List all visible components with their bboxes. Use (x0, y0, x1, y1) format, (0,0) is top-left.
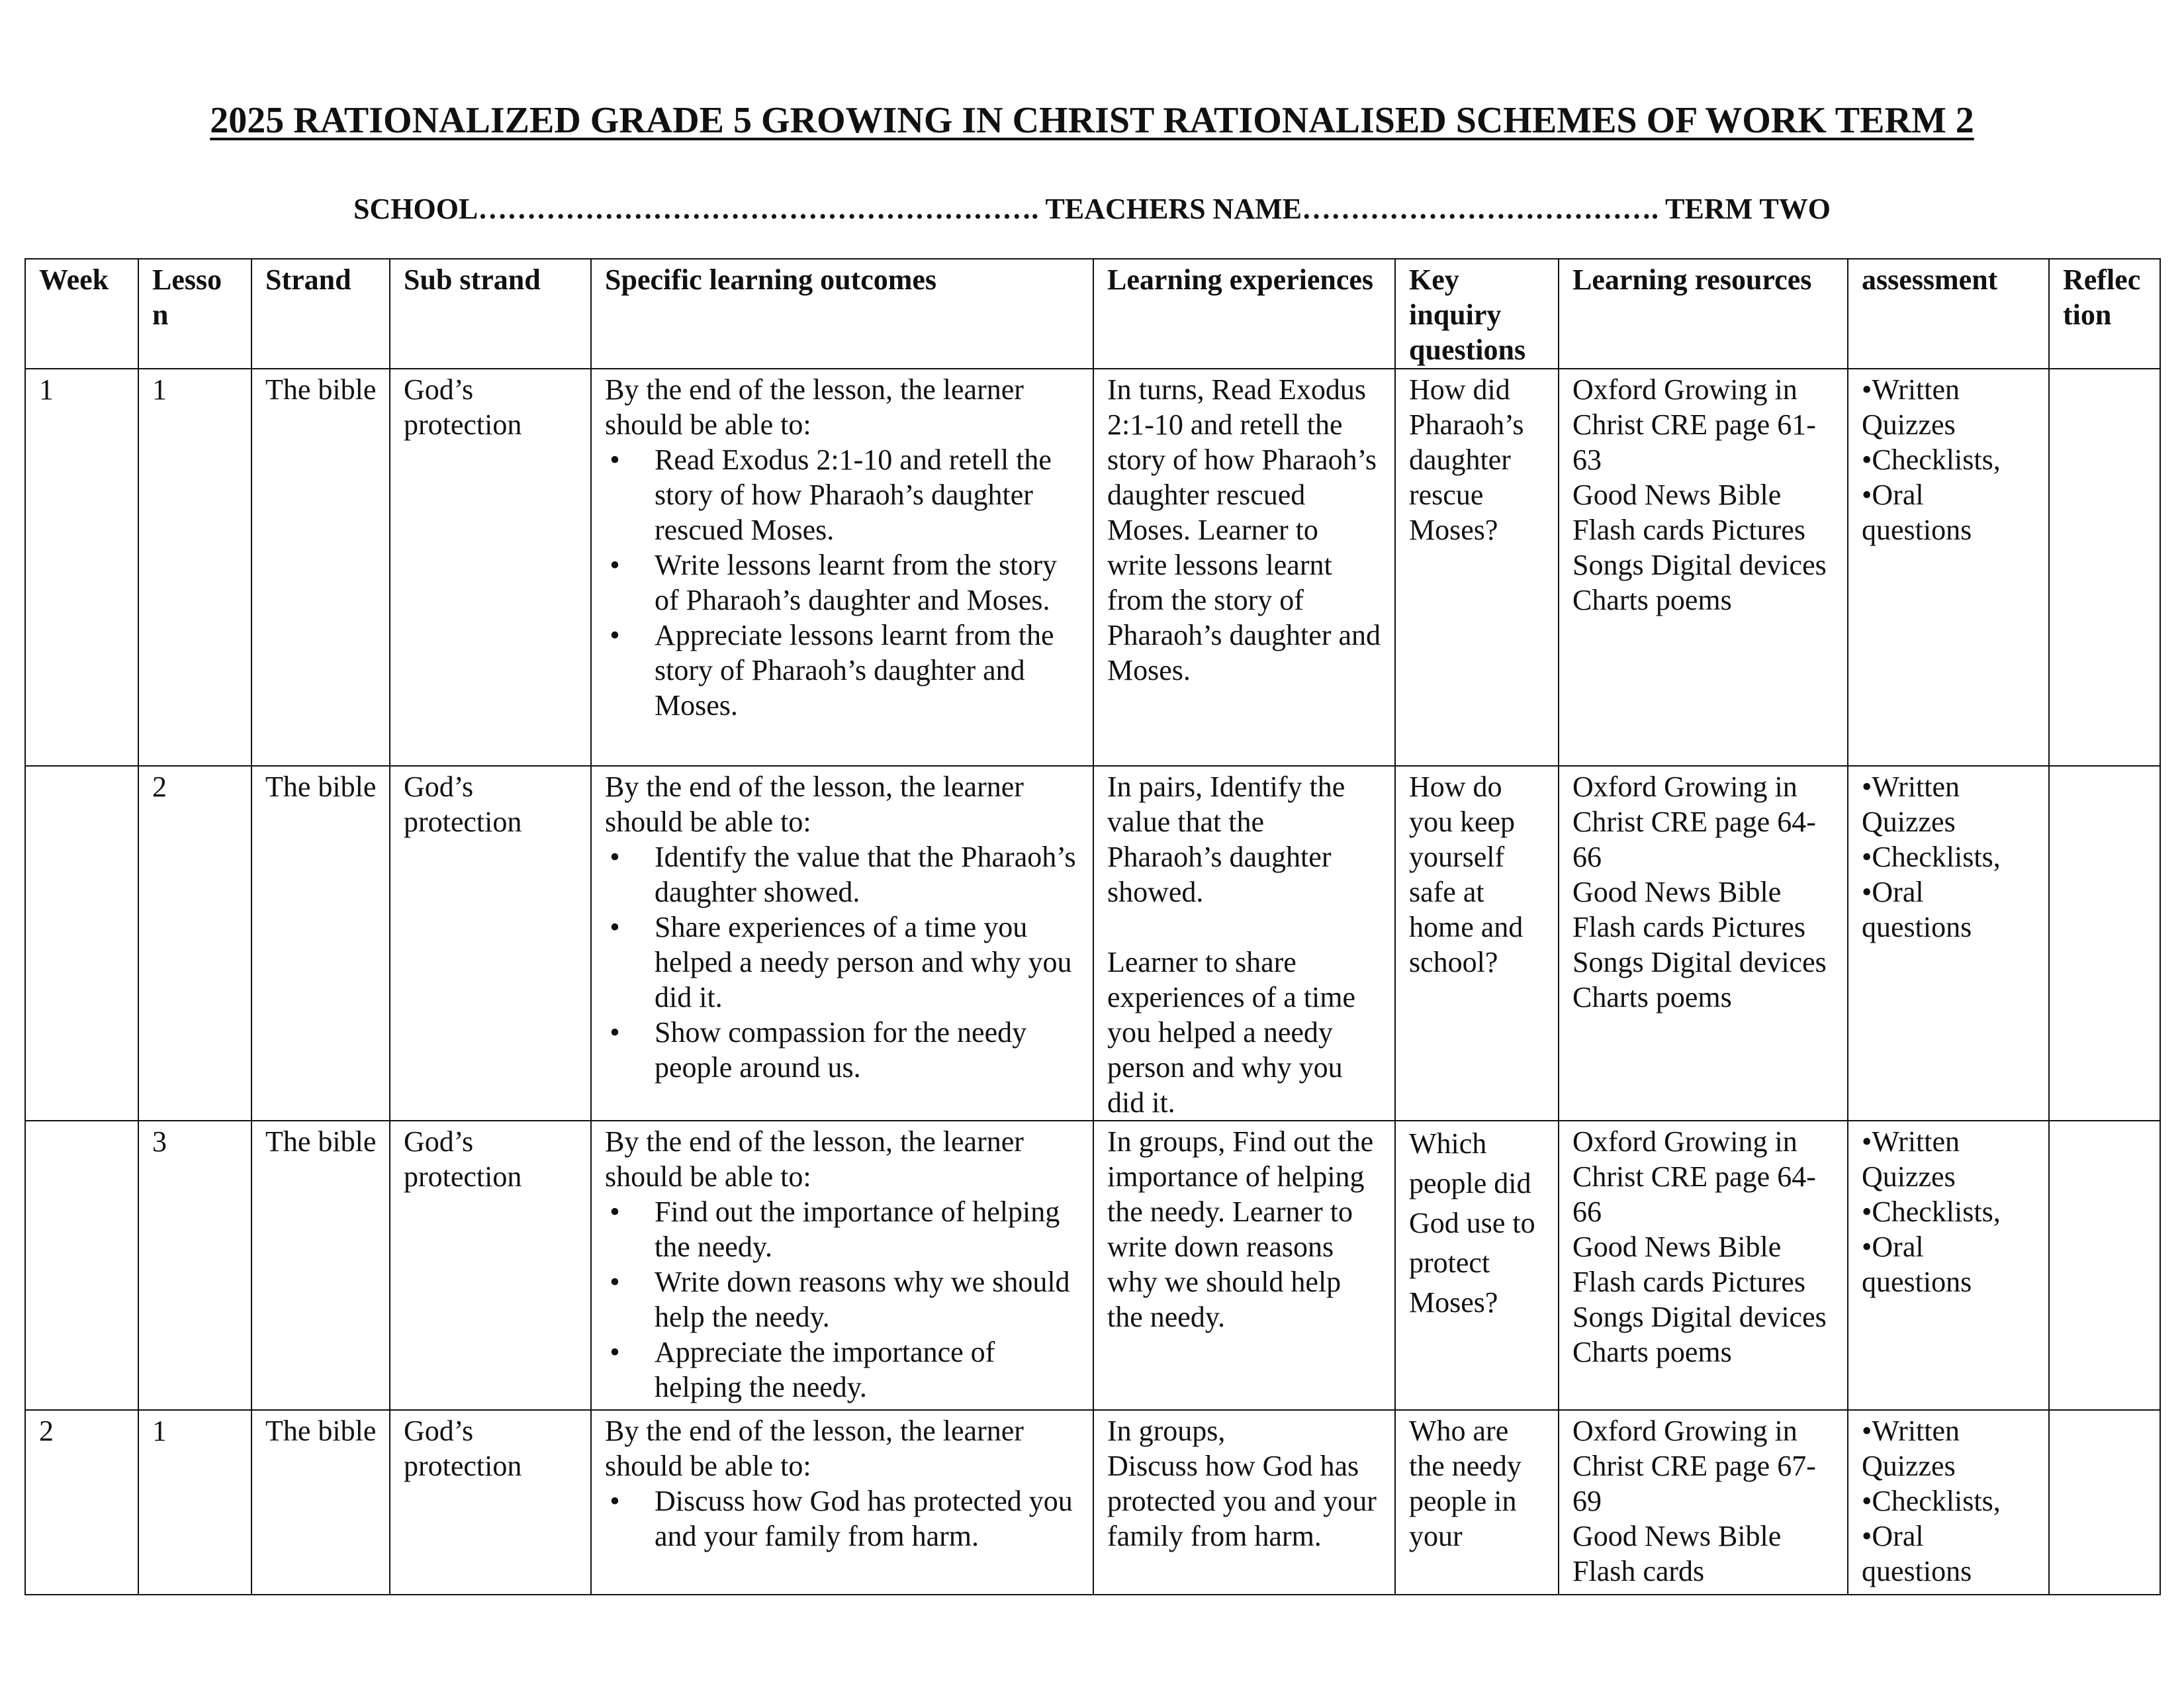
outcomes-intro: By the end of the lesson, the learner should be able to: (605, 373, 1024, 441)
strand-cell: The bible (251, 1410, 390, 1595)
lesson-cell: 3 (138, 1121, 251, 1410)
reflection-cell (2049, 1121, 2160, 1410)
strand-cell: The bible (251, 766, 390, 1121)
experiences-cell: In pairs, Identify the value that the Pharaoh’s daughter showed. Learner to share experiences of a time you helped a needy person and why you did it. (1093, 766, 1395, 1121)
outcomes-cell (591, 1410, 1093, 1595)
outcomes-cell (591, 766, 1093, 1121)
table-row (25, 766, 2160, 1121)
list-item: • Appreciate lessons learnt from the story of Pharaoh’s daughter and Moses. (655, 618, 1081, 723)
header-assessment: assessment (1848, 259, 2049, 369)
list-item: • Write lessons learnt from the story of Pharaoh’s daughter and Moses. (655, 547, 1081, 618)
bullet-icon: • (610, 619, 620, 651)
header-sub-strand: Sub strand (390, 259, 591, 369)
lesson-cell: 2 (138, 766, 251, 1121)
sub-strand-cell: God’s protection (390, 369, 591, 766)
page-title: 2025 RATIONALIZED GRADE 5 GROWING IN CHRIST RATIONALISED SCHEMES OF WORK TERM 2 (210, 100, 1974, 141)
outcomes-intro: By the end of the lesson, the learner should be able to: (605, 1125, 1024, 1193)
experiences-cell: In groups, Discuss how God has protected you and your family from harm. (1093, 1410, 1395, 1595)
bullet-icon: • (610, 911, 620, 943)
bullet-icon: • (610, 1196, 620, 1228)
resources-cell: Oxford Growing in Christ CRE page 61-63 Good News Bible Flash cards Pictures Songs Digital devices Charts poems (1559, 369, 1848, 766)
bullet-icon: • (610, 841, 620, 873)
bullet-icon: • (610, 1336, 620, 1368)
experiences-cell: In turns, Read Exodus 2:1-10 and retell the story of how Pharaoh’s daughter rescued Moses. Learner to write lessons learnt from the story of Pharaoh’s daughter and Moses. (1093, 369, 1395, 766)
bullet-icon: • (610, 1016, 620, 1049)
sub-strand-cell: God’s protection (390, 766, 591, 1121)
header-reflection: Reflec tion (2049, 259, 2160, 369)
list-item: • Read Exodus 2:1-10 and retell the story of how Pharaoh’s daughter rescued Moses. (655, 442, 1081, 547)
header-lesson: Lesso n (138, 259, 251, 369)
list-item: • Identify the value that the Pharaoh’s daughter showed. (655, 839, 1081, 910)
inquiry-cell: How did Pharaoh’s daughter rescue Moses? (1395, 369, 1559, 766)
table-row (25, 1121, 2160, 1410)
header-strand: Strand (251, 259, 390, 369)
outcomes-intro: By the end of the lesson, the learner should be able to: (605, 1415, 1024, 1482)
assessment-cell: •Written Quizzes •Checklists, •Oral questions (1848, 766, 2049, 1121)
list-item: • Write down reasons why we should help the needy. (655, 1264, 1081, 1335)
outcomes-list (605, 1194, 1081, 1405)
header-outcomes: Specific learning outcomes (591, 259, 1093, 369)
sub-strand-cell: God’s protection (390, 1410, 591, 1595)
bullet-icon: • (610, 549, 620, 581)
assessment-cell: •Written Quizzes •Checklists, •Oral questions (1848, 369, 2049, 766)
list-item: • Appreciate the importance of helping the needy. (655, 1335, 1081, 1405)
outcomes-intro: By the end of the lesson, the learner should be able to: (605, 771, 1024, 838)
inquiry-cell: How do you keep yourself safe at home and school? (1395, 766, 1559, 1121)
resources-cell: Oxford Growing in Christ CRE page 64-66 Good News Bible Flash cards Pictures Songs Digital devices Charts poems (1559, 766, 1848, 1121)
lesson-cell: 1 (138, 1410, 251, 1595)
reflection-cell (2049, 369, 2160, 766)
outcomes-list (605, 1483, 1081, 1554)
week-cell: 2 (25, 1410, 138, 1595)
strand-cell: The bible (251, 1121, 390, 1410)
outcomes-cell (591, 369, 1093, 766)
inquiry-cell: Who are the needy people in your (1395, 1410, 1559, 1595)
table-header-row (25, 259, 2160, 369)
experiences-cell: In groups, Find out the importance of helping the needy. Learner to write down reasons why we should help the needy. (1093, 1121, 1395, 1410)
assessment-cell: •Written Quizzes •Checklists, •Oral questions (1848, 1410, 2049, 1595)
inquiry-cell: Which people did God use to protect Moses? (1395, 1121, 1559, 1410)
list-item: • Find out the importance of helping the needy. (655, 1194, 1081, 1264)
reflection-cell (2049, 1410, 2160, 1595)
assessment-cell: •Written Quizzes •Checklists, •Oral questions (1848, 1121, 2049, 1410)
week-cell (25, 1121, 138, 1410)
list-item: • Discuss how God has protected you and your family from harm. (655, 1483, 1081, 1554)
outcomes-list (605, 442, 1081, 723)
header-experiences: Learning experiences (1093, 259, 1395, 369)
outcomes-list (605, 839, 1081, 1085)
reflection-cell (2049, 766, 2160, 1121)
list-item: • Share experiences of a time you helped a needy person and why you did it. (655, 910, 1081, 1015)
week-cell (25, 766, 138, 1121)
header-inquiry: Key inquiry questions (1395, 259, 1559, 369)
bullet-icon: • (610, 1485, 620, 1517)
resources-cell: Oxford Growing in Christ CRE page 64-66 Good News Bible Flash cards Pictures Songs Digital devices Charts poems (1559, 1121, 1848, 1410)
list-item: • Show compassion for the needy people around us. (655, 1015, 1081, 1085)
sub-strand-cell: God’s protection (390, 1121, 591, 1410)
bullet-icon: • (610, 1266, 620, 1298)
lesson-cell: 1 (138, 369, 251, 766)
resources-cell: Oxford Growing in Christ CRE page 67-69 Good News Bible Flash cards (1559, 1410, 1848, 1595)
outcomes-cell (591, 1121, 1093, 1410)
header-resources: Learning resources (1559, 259, 1848, 369)
table-row (25, 369, 2160, 766)
schemes-of-work-table (24, 258, 2161, 1595)
header-week: Week (25, 259, 138, 369)
school-teacher-term-line: SCHOOL…………………………………………………. TEACHERS NAME………………………………. TERM TWO (353, 193, 1831, 225)
strand-cell: The bible (251, 369, 390, 766)
week-cell: 1 (25, 369, 138, 766)
bullet-icon: • (610, 444, 620, 476)
table-row (25, 1410, 2160, 1595)
